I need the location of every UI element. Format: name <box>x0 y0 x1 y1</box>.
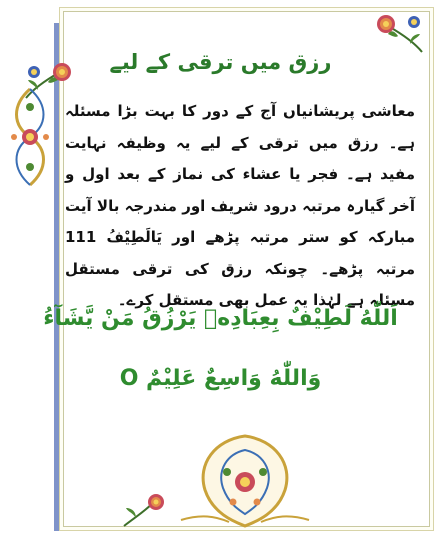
arabesque-border-bottom-icon <box>175 430 315 530</box>
page-title: رزق میں ترقی کے لیے <box>109 50 332 74</box>
quran-verse-line-1: اَللّٰهُ لَطِیْفٌ بِعِبَادِهٖ یَرْزُقُ مَنْ یَّشَآءُ <box>43 306 398 331</box>
flower-ornament-bottom-left-icon <box>120 490 168 530</box>
arabesque-border-left-icon <box>0 85 60 190</box>
body-paragraph: معاشی پریشانیاں آج کے دور کا بہت بڑا مسئلہ ہے۔ رزق میں ترقی کے لیے یہ وظیفہ نہایت مفید ہے۔ فجر یا عشاء کی نماز کے بعد اول و آخر گیارہ مرتبہ درود شریف اور مندرجہ بالا آیت مبارکہ کو ستر مرتبہ پڑھے اور یَالَطِیْفُ 111 مرتبہ پڑھے۔ چونکہ رزق کی ترقی مستقل مسئلہ ہے لہٰذا یہ عمل بھی مستقل کرے۔ <box>65 102 415 309</box>
quran-verse-line-2: وَاللّٰهُ وَاسِعٌ عَلِیْمٌ O <box>119 366 322 391</box>
